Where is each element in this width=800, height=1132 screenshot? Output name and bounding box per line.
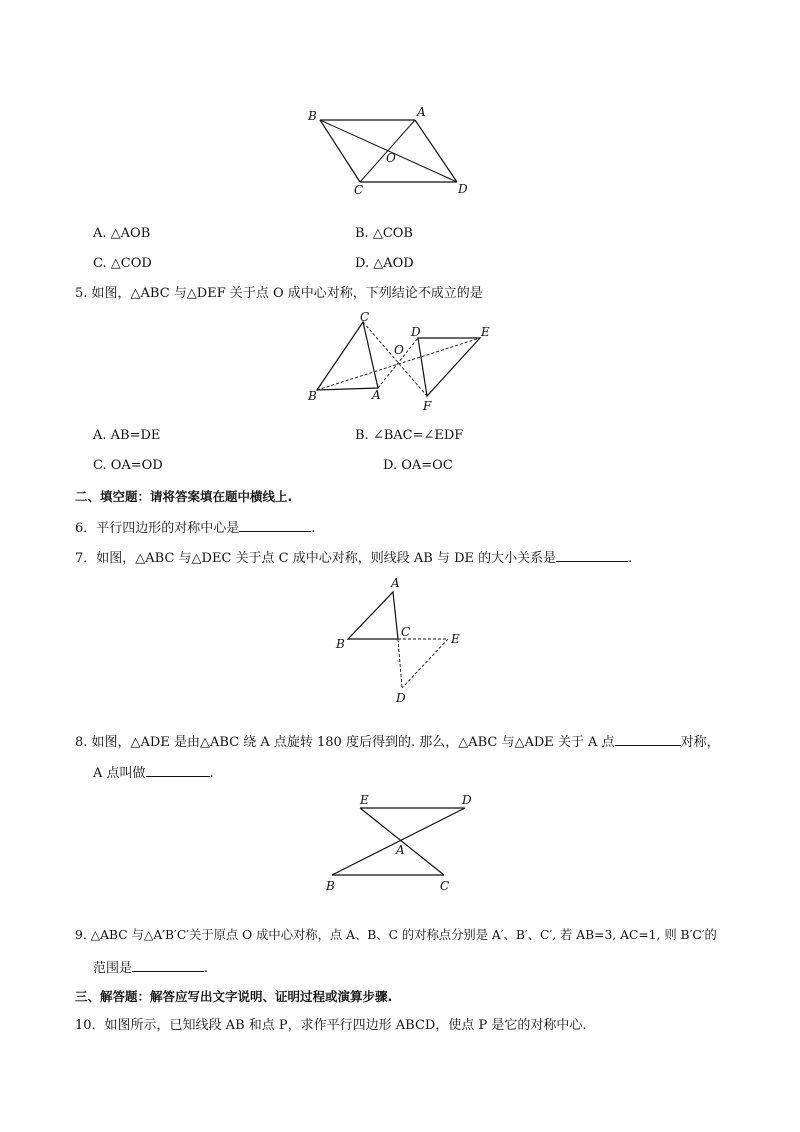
q8-line1 [75,731,720,752]
q7-stem: 7．如图，△ABC 与△DEC 关于点 C 成中心对称，则线段 AB 与 DE 的大小关系是 [75,551,557,566]
label-b: B [308,109,317,123]
q8-line2-text: A 点叫做 [93,766,146,781]
figure-parallelogram [300,100,480,200]
section-fill-in-title: 二、填空题：请将答案填在题中横线上. [75,489,293,504]
figure-central-symmetry-triangles [305,308,505,418]
label-a: A [391,576,400,590]
q6-end: . [311,521,316,536]
q8-mid: 对称， [680,735,720,750]
q8-answer-blank-1[interactable] [615,731,681,746]
q9-line2-text: 范围是 [93,961,133,976]
label-b: B [308,389,317,403]
q7-answer-blank[interactable] [556,547,628,562]
triangle-abc [348,592,398,639]
q4-option-a: A. △AOB [93,226,151,241]
q7-end: . [628,551,633,566]
label-a: A [396,843,405,857]
section-solution-title: 三、解答题：解答应写出文字说明、证明过程或演算步骤. [75,989,393,1004]
label-b: B [326,879,335,893]
label-a: A [417,105,426,119]
triangle-def [418,338,480,396]
figure-triangles-about-c [330,570,470,710]
q8-answer-blank-2[interactable] [146,762,210,777]
q5-option-c: C. OA=OD [93,458,163,473]
q8-stem: 8. 如图，△ADE 是由△ABC 绕 A 点旋转 180 度后得到的. 那么，△ABC 与△ADE 关于 A 点 [75,735,615,750]
segment-ec [360,808,444,875]
segment-db [332,808,465,875]
rotation-svg [320,790,480,900]
label-c: C [401,625,411,639]
label-d: D [396,691,406,705]
q9-line1: 9. △ABC 与△A′B′C′关于原点 O 成中心对称，点 A、B、C 的对称点分别是 A′、B′、C′, 若 AB=3, AC=1, 则 B′C′的 [75,928,717,942]
parallelogram-svg [300,100,480,200]
q7-line [75,547,632,568]
triangles-c-svg [330,570,470,710]
label-c: C [354,183,364,197]
q8-line2 [93,762,214,783]
q4-option-c: C. △COD [93,256,152,271]
label-c: C [360,310,370,324]
q6-stem: 6．平行四边形的对称中心是 [75,521,240,536]
q8-end: . [209,766,214,781]
q5-stem: 5. 如图，△ABC 与△DEF 关于点 O 成中心对称，下列结论不成立的是 [75,286,483,301]
q9-answer-blank[interactable] [132,957,204,972]
label-d: D [411,325,421,339]
q5-option-a: A. AB=DE [93,428,161,443]
triangles-svg [305,308,505,418]
q9-end: . [204,961,209,976]
q5-option-d: D. OA=OC [383,458,453,473]
dash-ed [402,639,448,688]
label-e: E [360,793,369,807]
figure-rotation-180 [320,790,480,900]
q5-option-b: B. ∠BAC=∠EDF [355,428,464,443]
label-e: E [451,632,460,646]
dash-cd [398,639,402,688]
q4-option-b: B. △COB [355,226,413,241]
label-o: O [386,151,396,165]
label-f: F [423,399,432,413]
label-d: D [458,182,468,196]
q4-option-d: D. △AOD [355,256,414,271]
q6-line [75,517,315,538]
label-a: A [372,388,381,402]
label-e: E [481,325,490,339]
q9-line2 [93,957,208,978]
label-b: B [336,637,345,651]
label-d: D [462,793,472,807]
q6-answer-blank[interactable] [239,517,311,532]
label-c: C [440,879,450,893]
label-o: O [394,343,404,357]
q10-stem: 10．如图所示，已知线段 AB 和点 P，求作平行四边形 ABCD，使点 P 是它的对称中心. [75,1018,587,1033]
